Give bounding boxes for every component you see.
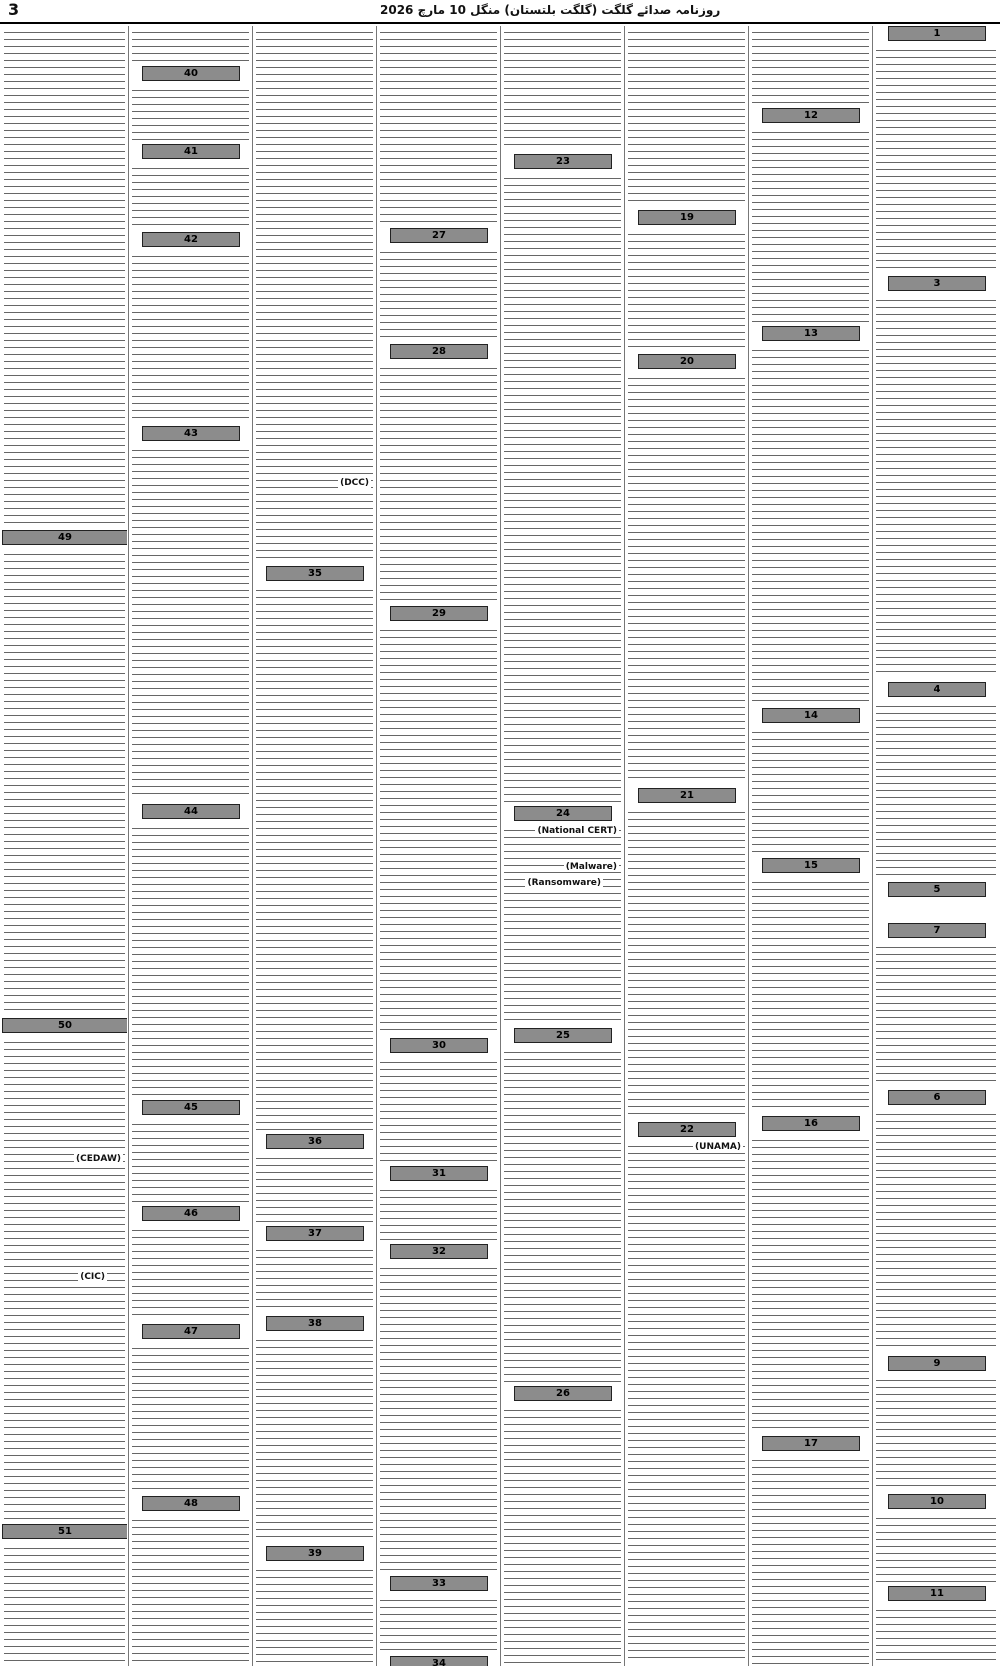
article-text [132, 444, 249, 800]
article-text [380, 1262, 497, 1572]
article-text [132, 250, 249, 422]
inline-acronym: (Ransomware) [527, 878, 601, 888]
page-header [0, 0, 1000, 24]
story-number-box: 49 [2, 530, 127, 545]
article-text [752, 344, 869, 704]
story-number-box: 22 [638, 1122, 736, 1137]
article-text [752, 1134, 869, 1432]
story-number-box: 6 [888, 1090, 986, 1105]
article-text [4, 548, 125, 1014]
article-text [380, 362, 497, 602]
news-column-2 [750, 26, 871, 1666]
article-text [132, 84, 249, 140]
news-column-6 [254, 26, 375, 1666]
story-number-box: 9 [888, 1356, 986, 1371]
article-text [380, 1184, 497, 1240]
story-number-box: 44 [142, 804, 240, 819]
inline-acronym: (DCC) [340, 478, 369, 488]
inline-acronym: (Malware) [565, 862, 617, 872]
article-text [132, 1224, 249, 1320]
article-text [752, 26, 869, 104]
story-number-box: 17 [762, 1436, 860, 1451]
article-text [876, 941, 996, 1086]
story-number-box: 41 [142, 144, 240, 159]
story-number-box: 30 [390, 1038, 488, 1053]
news-column-7 [130, 26, 251, 1666]
story-number-box: 39 [266, 1546, 364, 1561]
article-text [752, 726, 869, 854]
article-text [132, 26, 249, 62]
news-column-8 [2, 26, 127, 1666]
column-separator [624, 26, 625, 1666]
story-number-box: 31 [390, 1166, 488, 1181]
story-number-box: 12 [762, 108, 860, 123]
story-number-box: 29 [390, 606, 488, 621]
article-text [380, 624, 497, 1034]
story-number-box: 37 [266, 1226, 364, 1241]
article-text [628, 1140, 745, 1664]
column-separator [376, 26, 377, 1666]
article-text [628, 228, 745, 350]
inline-acronym: (National CERT) [537, 826, 617, 836]
inline-acronym: (UNAMA) [695, 1142, 741, 1152]
article-text [876, 700, 996, 878]
story-number-box: 14 [762, 708, 860, 723]
story-number-box: 1 [888, 26, 986, 41]
article-text [504, 172, 621, 802]
article-text [256, 584, 373, 1130]
story-number-box: 21 [638, 788, 736, 803]
article-text [256, 1334, 373, 1542]
story-number-box: 42 [142, 232, 240, 247]
story-number-box: 4 [888, 682, 986, 697]
article-text [132, 1514, 249, 1664]
story-number-box: 46 [142, 1206, 240, 1221]
article-text [876, 1604, 996, 1664]
story-number-box: 45 [142, 1100, 240, 1115]
story-number-box: 35 [266, 566, 364, 581]
story-number-box: 38 [266, 1316, 364, 1331]
article-text [876, 294, 996, 678]
story-number-box: 7 [888, 923, 986, 938]
story-number-box: 5 [888, 882, 986, 897]
column-separator [872, 26, 873, 1666]
article-text [132, 162, 249, 228]
article-text [504, 824, 621, 1024]
story-number-box: 34 [390, 1656, 488, 1666]
article-text [876, 44, 996, 272]
article-text [504, 1046, 621, 1382]
article-text [256, 1244, 373, 1312]
article-text [256, 1564, 373, 1664]
article-text [628, 806, 745, 1118]
article-text [4, 26, 125, 526]
story-number-box: 47 [142, 1324, 240, 1339]
news-column-5 [378, 26, 499, 1666]
story-number-box: 40 [142, 66, 240, 81]
news-column-1 [874, 26, 998, 1666]
story-number-box: 16 [762, 1116, 860, 1131]
news-column-3 [626, 26, 747, 1666]
article-text [876, 1108, 996, 1352]
column-separator [748, 26, 749, 1666]
story-number-box: 36 [266, 1134, 364, 1149]
inline-acronym: (CIC) [80, 1272, 105, 1282]
story-number-box: 3 [888, 276, 986, 291]
story-number-box: 24 [514, 806, 612, 821]
article-text [380, 1056, 497, 1162]
article-text [752, 126, 869, 322]
story-number-box: 48 [142, 1496, 240, 1511]
article-text [504, 26, 621, 150]
story-number-box: 15 [762, 858, 860, 873]
story-number-box: 51 [2, 1524, 127, 1539]
story-number-box: 33 [390, 1576, 488, 1591]
article-text [876, 1374, 996, 1490]
masthead: روزنامہ صدائے گلگت (گلگت بلتستان) منگل 10 مارچ 2026 [380, 3, 721, 17]
article-text [132, 1118, 249, 1202]
inline-acronym: (CEDAW) [76, 1154, 121, 1164]
article-text [132, 822, 249, 1096]
article-text [380, 1594, 497, 1652]
story-number-box: 26 [514, 1386, 612, 1401]
story-number-box: 10 [888, 1494, 986, 1509]
story-number-box: 32 [390, 1244, 488, 1259]
column-separator [500, 26, 501, 1666]
article-text [504, 1404, 621, 1664]
article-text [380, 246, 497, 340]
story-number-box: 20 [638, 354, 736, 369]
story-number-box: 50 [2, 1018, 127, 1033]
story-number-box: 23 [514, 154, 612, 169]
column-separator [252, 26, 253, 1666]
story-number-box: 13 [762, 326, 860, 341]
article-text [132, 1342, 249, 1492]
article-text [752, 876, 869, 1112]
column-separator [128, 26, 129, 1666]
story-number-box: 43 [142, 426, 240, 441]
article-text [4, 1542, 125, 1664]
article-text [628, 372, 745, 784]
story-number-box: 28 [390, 344, 488, 359]
story-number-box: 27 [390, 228, 488, 243]
story-number-box: 19 [638, 210, 736, 225]
news-column-4 [502, 26, 623, 1666]
page-number: 3 [8, 0, 20, 19]
story-number-box: 25 [514, 1028, 612, 1043]
story-number-box: 11 [888, 1586, 986, 1601]
article-text [380, 26, 497, 224]
article-text [256, 1152, 373, 1222]
article-text [876, 1512, 996, 1582]
article-text [752, 1454, 869, 1664]
article-text [628, 26, 745, 206]
